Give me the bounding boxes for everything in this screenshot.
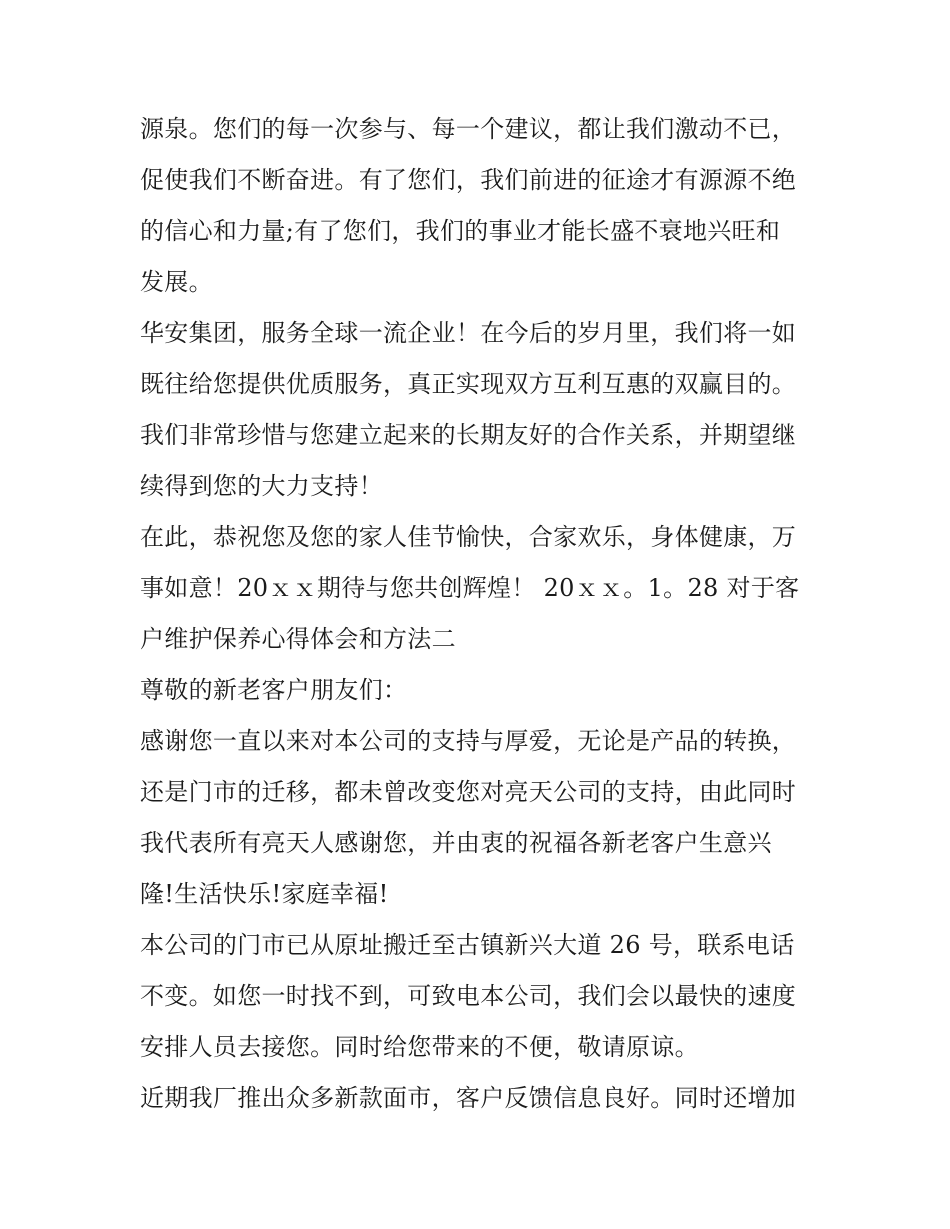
- text-line: 近期我厂推出众多新款面市，客户反馈信息良好。同时还增加: [140, 1084, 797, 1112]
- text-line: 续得到您的大力支持！: [140, 472, 383, 500]
- text-line: 源泉。您们的每一次参与、每一个建议，都让我们激动不已，: [140, 115, 797, 143]
- text-line: 发展。: [140, 268, 213, 296]
- text-line: 还是门市的迁移，都未曾改变您对亮天公司的支持，由此同时: [140, 778, 797, 806]
- text-line: 感谢您一直以来对本公司的支持与厚爱，无论是产品的转换，: [140, 727, 797, 755]
- text-line: 事如意！20ｘｘ期待与您共创辉煌！ 20ｘｘ。1。28 对于客: [140, 574, 800, 602]
- text-line: 华安集团，服务全球一流企业！在今后的岁月里，我们将一如: [140, 319, 797, 347]
- text-line: 户维护保养心得体会和方法二: [140, 625, 456, 653]
- text-line: 在此，恭祝您及您的家人佳节愉快，合家欢乐，身体健康，万: [140, 523, 797, 551]
- document-body: [140, 104, 820, 1124]
- text-line: 尊敬的新老客户朋友们：: [140, 676, 408, 704]
- text-line: 不变。如您一时找不到，可致电本公司，我们会以最快的速度: [140, 982, 797, 1010]
- text-line: 我们非常珍惜与您建立起来的长期友好的合作关系，并期望继: [140, 421, 797, 449]
- text-line: 本公司的门市已从原址搬迁至古镇新兴大道 26 号，联系电话: [140, 931, 795, 959]
- text-line: 既往给您提供优质服务，真正实现双方互利互惠的双赢目的。: [140, 370, 797, 398]
- text-line: 我代表所有亮天人感谢您，并由衷的祝福各新老客户生意兴: [140, 829, 772, 857]
- text-line: 安排人员去接您。同时给您带来的不便，敬请原谅。: [140, 1033, 699, 1061]
- text-line: 的信心和力量;有了您们，我们的事业才能长盛不衰地兴旺和: [140, 217, 781, 245]
- text-line: 隆!生活快乐!家庭幸福!: [140, 880, 389, 908]
- text-line: 促使我们不断奋进。有了您们，我们前进的征途才有源源不绝: [140, 166, 797, 194]
